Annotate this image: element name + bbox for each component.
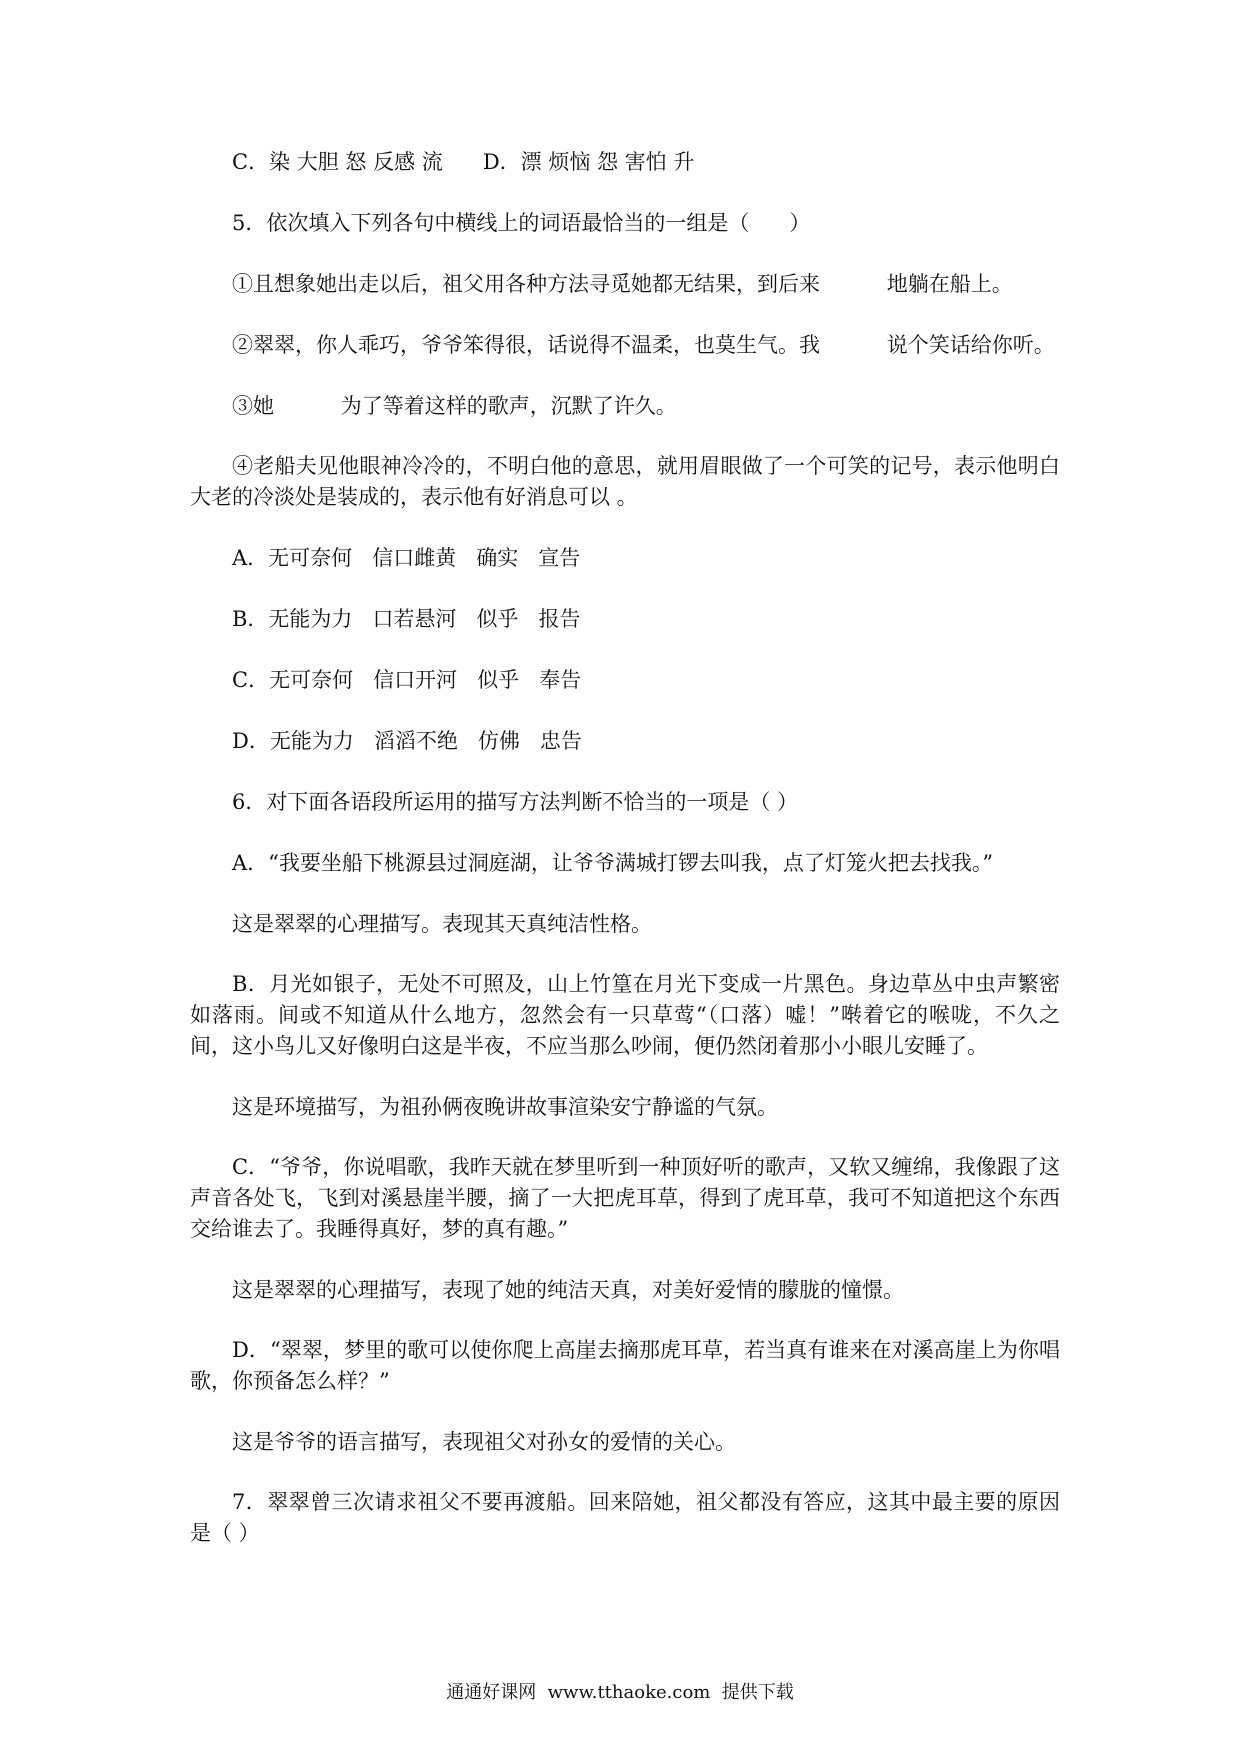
q5-sentence-4: ④老船夫见他眼神冷冷的，不明白他的意思，就用眉眼做了一个可笑的记号，表示他明白大老的冷淡处是装成的，表示他有好消息可以 。 [190, 454, 1060, 509]
q6-option-a-judgement: 这是翠翠的心理描写。表现其天真纯洁性格。 [232, 912, 652, 936]
q4-option-c-d: C．染 大胆 怒 反感 流 D．漂 烦恼 怨 害怕 升 [232, 150, 695, 174]
q6-option-b: B．月光如银子，无处不可照及，山上竹篁在月光下变成一片黑色。身边草丛中虫声繁密如落雨。间或不知道从什么地方，忽然会有一只草莺“（口落）嘘！”啭着它的喉咙，不久之间，这小鸟儿又好像明白这是半夜，不应当那么吵闹，便仍然闭着那小小眼儿安睡了。 [190, 972, 1060, 1058]
document-body [190, 146, 1060, 1549]
q6-option-d: D．“翠翠，梦里的歌可以使你爬上高崖去摘那虎耳草，若当真有谁来在对溪高崖上为你唱歌，你预备怎么样？” [190, 1338, 1060, 1393]
q5-sentence-1: ①且想象她出走以后，祖父用各种方法寻觅她都无结果，到后来 地躺在船上。 [232, 272, 1013, 296]
question-6-stem: 6．对下面各语段所运用的描写方法判断不恰当的一项是（ ） [232, 790, 799, 814]
q6-option-a: A．“我要坐船下桃源县过洞庭湖，让爷爷满城打锣去叫我，点了灯笼火把去找我。” [232, 851, 994, 875]
q6-option-c: C．“爷爷，你说唱歌，我昨天就在梦里听到一种顶好听的歌声，又软又缠绵，我像跟了这声音各处飞，飞到对溪悬崖半腰，摘了一大把虎耳草，得到了虎耳草，我可不知道把这个东西交给谁去了。我睡得真好，梦的真有趣。” [190, 1155, 1060, 1241]
q5-option-d: D．无能为力 滔滔不绝 仿佛 忠告 [232, 729, 582, 753]
q5-sentence-3: ③她 为了等着这样的歌声，沉默了许久。 [232, 394, 677, 418]
q5-sentence-2: ②翠翠，你人乖巧，爷爷笨得很，话说得不温柔，也莫生气。我 说个笑话给你听。 [232, 333, 1055, 357]
q6-option-d-judgement: 这是爷爷的语言描写，表现祖父对孙女的爱情的关心。 [232, 1430, 736, 1454]
q6-option-c-judgement: 这是翠翠的心理描写，表现了她的纯洁天真，对美好爱情的朦胧的憧憬。 [232, 1278, 904, 1302]
q6-option-b-judgement: 这是环境描写，为祖孙俩夜晚讲故事渲染安宁静谧的气氛。 [232, 1095, 778, 1119]
q5-option-b: B．无能为力 口若悬河 似乎 报告 [232, 607, 581, 631]
question-5-stem: 5．依次填入下列各句中横线上的词语最恰当的一组是（ ） [232, 211, 811, 235]
question-7-stem: 7．翠翠曾三次请求祖父不要再渡船。回来陪她，祖父都没有答应，这其中最主要的原因是（ ） [190, 1490, 1060, 1545]
q5-option-a: A．无可奈何 信口雌黄 确实 宣告 [232, 546, 581, 570]
q5-option-c: C．无可奈何 信口开河 似乎 奉告 [232, 668, 582, 692]
page-footer: 通通好课网 www.tthaoke.com 提供下载 [446, 1682, 794, 1703]
